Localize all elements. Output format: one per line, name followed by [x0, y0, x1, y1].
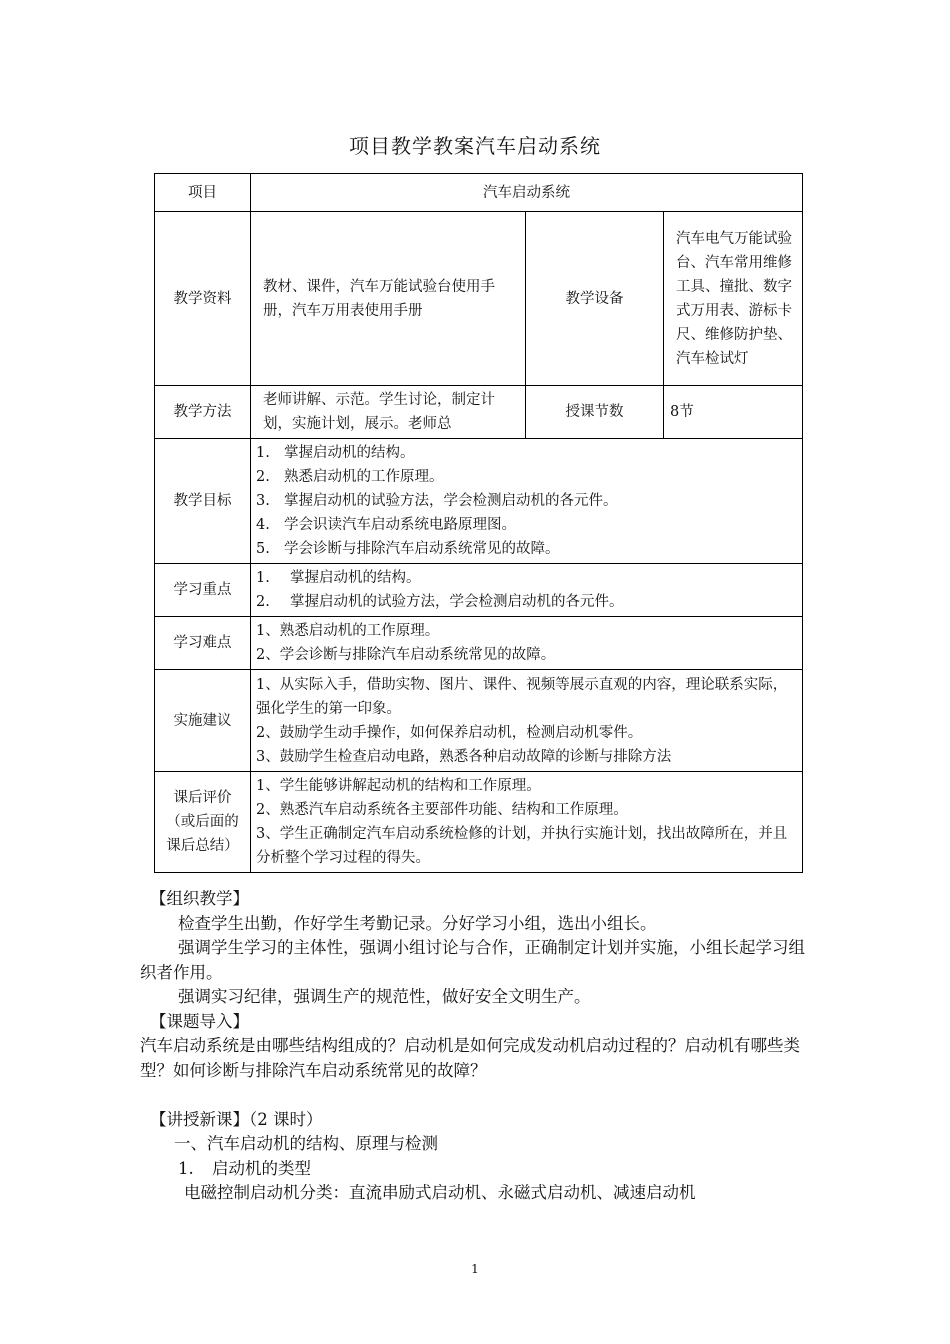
hours-value: 8节: [664, 386, 803, 439]
lesson-heading: 【讲授新课】: [150, 1109, 249, 1129]
table-row-suggest: [155, 670, 803, 772]
list-item: 3. 掌握启动机的试验方法，学会检测启动机的各元件。: [256, 493, 618, 509]
list-item: 3、鼓励学生检查启动电路，熟悉各种启动故障的诊断与排除方法: [256, 748, 672, 765]
table-row-focus: [155, 564, 803, 617]
list-item: 4. 学会识读汽车启动系统电路原理图。: [256, 517, 516, 533]
spacer: [140, 1083, 812, 1108]
difficulty-list: [251, 617, 803, 670]
focus-list: [251, 564, 803, 617]
org-paragraph-2: 强调学生学习的主体性，强调小组讨论与合作，正确制定计划并实施，小组长起学习组织者作用。: [140, 938, 805, 982]
lesson-hours: （2 课时）: [249, 1109, 323, 1129]
org-heading: 【组织教学】: [150, 889, 249, 908]
table-row-materials: [155, 212, 803, 386]
table-row-review: [155, 772, 803, 873]
intro-heading: 【课题导入】: [150, 1011, 249, 1031]
method-label: 教学方法: [155, 386, 251, 439]
goals-list: [251, 439, 803, 564]
list-item: 2、鼓励学生动手操作，如何保养启动机，检测启动机零件。: [256, 724, 643, 741]
page-title: 项目教学教案汽车启动系统: [349, 134, 601, 158]
table-row-goals: [155, 439, 803, 564]
table-row-project: [155, 174, 803, 212]
difficulty-label: 学习难点: [155, 617, 251, 670]
equipment-value: 汽车电气万能试验台、汽车常用维修工具、撞批、数字式万用表、游标卡尺、维修防护垫、汽车检试灯: [664, 212, 803, 386]
focus-label: 学习重点: [155, 564, 251, 617]
materials-value: 教材、课件，汽车万能试验台使用手册，汽车万用表使用手册: [251, 212, 526, 386]
list-item: 1、从实际入手，借助实物、图片、课件、视频等展示直观的内容，理论联系实际，强化学生的第一印象。: [256, 676, 788, 717]
project-label: 项目: [155, 174, 251, 212]
org-paragraph-3: 强调实习纪律，强调生产的规范性，做好安全文明生产。: [178, 987, 591, 1006]
list-item: 1、熟悉启动机的工作原理。: [256, 623, 440, 639]
project-value: 汽车启动系统: [251, 174, 803, 212]
equipment-label: 教学设备: [526, 212, 664, 386]
list-item: 2、学会诊断与排除汽车启动系统常见的故障。: [256, 647, 556, 663]
lesson-item: 1. 启动机的类型: [178, 1158, 311, 1178]
body-section: [140, 887, 812, 1206]
list-item: 2. 熟悉启动机的工作原理。: [256, 469, 444, 485]
lesson-subheading: 一、汽车启动机的结构、原理与检测: [174, 1134, 438, 1153]
lesson-detail: 电磁控制启动机分类：直流串励式启动机、永磁式启动机、减速启动机: [184, 1183, 696, 1202]
table-row-difficulty: [155, 617, 803, 670]
page-number: 1: [471, 1262, 479, 1276]
lesson-heading-line: [140, 1108, 812, 1133]
list-item: 1、学生能够讲解起动机的结构和工作原理。: [256, 778, 541, 794]
lesson-plan-table: [154, 173, 803, 873]
review-label: 课后评价（或后面的课后总结）: [155, 772, 251, 873]
list-item: 3、学生正确制定汽车启动系统检修的计划，并执行实施计划，找出故障所在，并且分析整个学习过程的得失。: [256, 826, 788, 866]
intro-paragraph: 汽车启动系统是由哪些结构组成的？启动机是如何完成发动机启动过程的？启动机有哪些类型？如何诊断与排除汽车启动系统常见的故障？: [140, 1036, 800, 1080]
list-item: 5. 学会诊断与排除汽车启动系统常见的故障。: [256, 541, 560, 557]
org-paragraph-1: 检查学生出勤，作好学生考勤记录。分好学习小组，选出小组长。: [178, 913, 657, 933]
list-item: 2、熟悉汽车启动系统各主要部件功能、结构和工作原理。: [256, 802, 628, 818]
method-value: 老师讲解、示范。学生讨论，制定计划，实施计划，展示。老师总: [251, 386, 526, 439]
list-item: 1. 掌握启动机的结构。: [256, 445, 415, 461]
table-row-method: [155, 386, 803, 439]
goals-label: 教学目标: [155, 439, 251, 564]
suggest-label: 实施建议: [155, 670, 251, 772]
list-item: 2. 掌握启动机的试验方法，学会检测启动机的各元件。: [256, 594, 624, 610]
list-item: 1. 掌握启动机的结构。: [256, 570, 421, 586]
hours-label: 授课节数: [526, 386, 664, 439]
review-list: [251, 772, 803, 873]
suggest-list: [251, 670, 803, 772]
materials-label: 教学资料: [155, 212, 251, 386]
